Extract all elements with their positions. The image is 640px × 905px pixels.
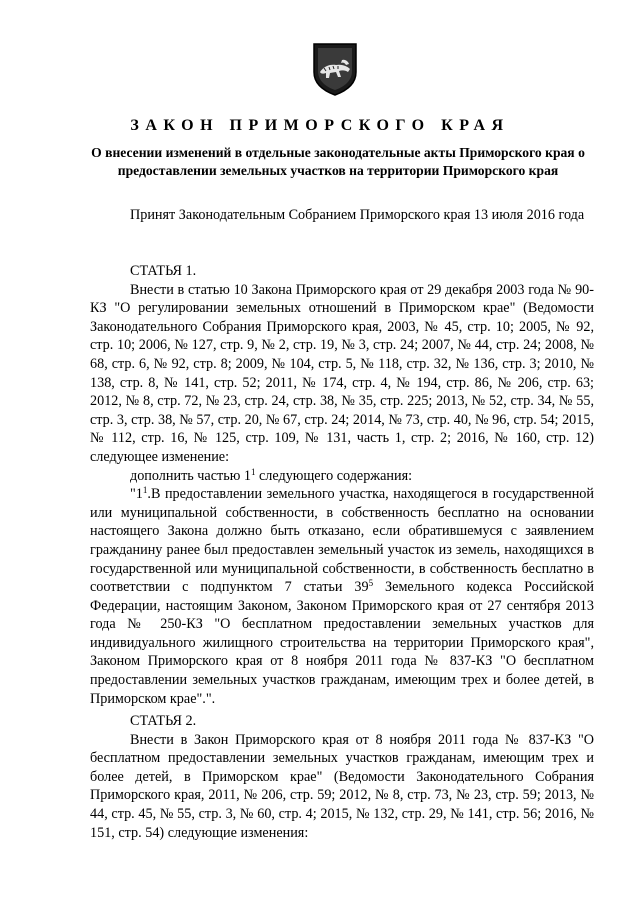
article-2-paragraph-1: Внести в Закон Приморского края от 8 ноября 2011 года № 837-КЗ "О бесплатном предоставлении земельных участков гражданам, имеющим трех и более детей, в Приморском крае" (Ведомости Законодательного Собрания Приморского края, 2011, № 206, стр. 59; 2012, № 8, стр. 73, № 23, стр. 59; 2013, № 44, стр. 45, № 55, стр. 3, № 60, стр. 4; 2015, № 132, стр. 29, № 141, стр. 56; 2016, № 151, стр. 54) следующие изменения: [90, 731, 594, 841]
article-2-heading: СТАТЬЯ 2. [130, 713, 197, 729]
article-2 [90, 712, 594, 842]
coat-of-arms-icon [312, 42, 358, 96]
article-1-paragraph-1: Внести в статью 10 Закона Приморского края от 29 декабря 2003 года № 90-КЗ "О регулировании земельных отношений в Приморском крае" (Ведомости Законодательного Собрания Приморского края, 2003, № 45, стр. 10; 2005, № 92, стр. 10; 2006, № 127, стр. 9, № 2, стр. 19, № 3, стр. 24; 2007, № 44, стр. 24; 2008, № 68, стр. 6, № 92, стр. 8; 2009, № 104, стр. 5, № 118, стр. 32, № 136, стр. 3; 2010, № 138, стр. 8, № 141, стр. 52; 2011, № 174, стр. 4, № 194, стр. 86, № 206, стр. 63; 2012, № 8, стр. 72, № 23, стр. 24, стр. 38, № 35, стр. 225; 2013, № 52, стр. 34, № 55, стр. 3, стр. 38, № 57, стр. 20, № 67, стр. 24; 2014, № 73, стр. 40, № 96, стр. 54; 2015, № 112, стр. 16, № 125, стр. 109, № 131, часть 1, стр. 2; 2016, № 160, стр. 12) следующее изменение: [90, 281, 594, 465]
adoption-note: Принят Законодательным Собранием Приморского края 13 июля 2016 года [130, 207, 585, 223]
article-1-heading: СТАТЬЯ 1. [130, 263, 197, 279]
article-1 [90, 262, 594, 708]
document-title: ЗАКОН ПРИМОРСКОГО КРАЯ [130, 117, 510, 134]
article-1-paragraph-2: дополнить частью $1^1$ следующего содержания: [130, 466, 413, 484]
adoption-block [90, 206, 594, 225]
document-subtitle: О внесении изменений в отдельные законодательные акты Приморского края о предоставлении земельных участков на территории Приморского края [91, 145, 585, 178]
article-1-quote: "$1^1.В$ предоставлении земельного участка, находящегося в государственной или муниципальной собственности, в собственность бесплатно на основании настоящего Закона должно быть отказано, если обратившемуся с заявлением гражданину ранее был предоставлен земельный участок из земель, находящихся в государственной или муниципальной собственности, в собственность бесплатно в соответствии с подпунктом 7 статьи $39^5$ Земельного кодекса Российской Федерации, настоящим Законом, Законом Приморского края от 27 сентября 2013 года № 250-КЗ "О бесплатном предоставлении земельных участков для индивидуального жилищного строительства на территории Приморского края", Законом Приморского края от 8 ноября 2011 года № 837-КЗ "О бесплатном предоставлении земельных участков гражданам, имеющим трех и более детей, в Приморском крае".". [90, 485, 595, 707]
